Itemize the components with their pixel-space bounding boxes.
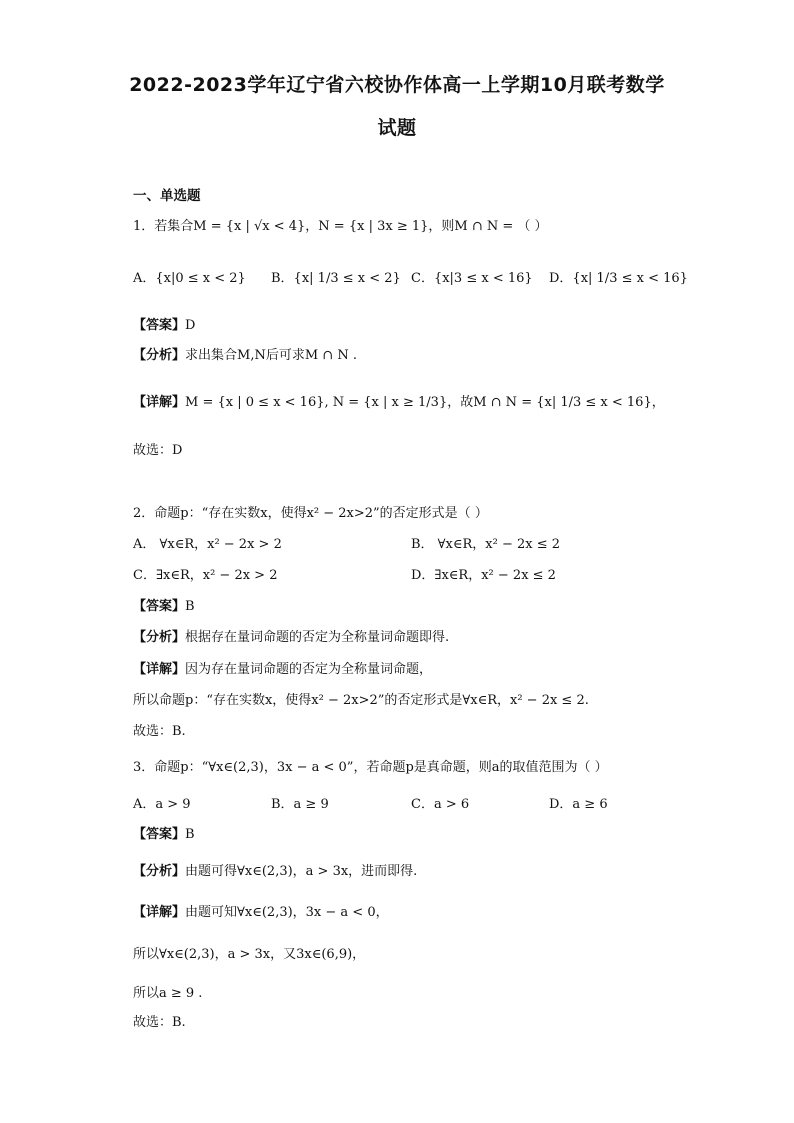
q2-answer: B [185,599,195,614]
q2-analysis-row [133,629,449,647]
q2-stem: 2．命题p：“存在实数x，使得x² − 2x>2”的否定形式是（ ） [133,506,488,521]
q1-analysis: 求出集合M,N后可求M ∩ N . [185,348,357,363]
q2-detail-line2: 所以命题p：“存在实数x，使得x² − 2x>2”的否定形式是∀x∈R，x² − 2x ≤ 2. [133,693,589,708]
q1-choose: 故选：D [133,443,183,458]
q1-answer: D [185,318,196,333]
q3-choose: 故选：B. [133,1015,186,1030]
q1-stem: 1．若集合M = {x | √x < 4}，N = {x | 3x ≥ 1}，则M ∩ N = （ ） [133,219,548,234]
detail-tag: 【 详解 】 [133,905,185,920]
q3-answer-row [133,826,195,844]
q2-analysis: 根据存在量词命题的否定为全称量词命题即得. [185,630,450,645]
answer-tag: 【 答案 】 [133,599,185,614]
q2-option-b: B． ∀x∈R，x² − 2x ≤ 2 [411,537,561,552]
q1-option-b: B．{x| 1/3 ≤ x < 2} [271,271,401,286]
detail-tag: 【 详解 】 [133,662,185,677]
analysis-tag: 【 分析 】 [133,630,185,645]
q3-option-a: A．a > 9 [133,797,191,812]
q2-option-d: D．∃x∈R，x² − 2x ≤ 2 [411,568,556,583]
document-title-line2: 试题 [377,117,417,139]
q1-detail-row [133,394,665,412]
q2-detail: 因为存在量词命题的否定为全称量词命题， [185,662,433,677]
q2-answer-row [133,598,195,616]
q3-detail: 由题可知∀x∈(2,3)，3x − a < 0， [185,905,389,920]
q3-detail-row [133,904,389,922]
q1-answer-row [133,317,195,335]
q1-option-c: C．{x|3 ≤ x < 16} [411,271,533,286]
q3-stem: 3．命题p：“∀x∈(2,3)，3x − a < 0”，若命题p是真命题，则a的取值范围为（ ） [133,760,608,775]
q3-option-d: D．a ≥ 6 [549,797,608,812]
answer-tag: 【 答案 】 [133,318,185,333]
answer-tag: 【 答案 】 [133,827,185,842]
q1-detail: M = {x | 0 ≤ x < 16}, N = {x | x ≥ 1/3}，故M ∩ N = {x| 1/3 ≤ x < 16}， [185,395,665,410]
q1-option-a: A．{x|0 ≤ x < 2} [133,271,246,286]
q1-analysis-row [133,347,357,365]
q3-detail-line3: 所以a ≥ 9 . [133,986,203,1001]
q3-answer: B [185,827,195,842]
q3-analysis-row [133,863,417,881]
analysis-tag: 【 分析 】 [133,348,185,363]
q3-option-b: B．a ≥ 9 [271,797,329,812]
document-title-line1: 2022-2023学年辽宁省六校协作体高一上学期10月联考数学 [129,74,665,96]
q2-choose: 故选：B. [133,724,186,739]
q2-option-a: A． ∀x∈R，x² − 2x > 2 [133,537,282,552]
section-heading-single-choice: 一、单选题 [133,188,201,204]
q2-detail-row [133,661,432,679]
q2-option-c: C．∃x∈R，x² − 2x > 2 [133,568,278,583]
q1-option-d: D．{x| 1/3 ≤ x < 16} [549,271,688,286]
q3-option-c: C．a > 6 [411,797,470,812]
analysis-tag: 【 分析 】 [133,864,185,879]
q3-detail-line2: 所以∀x∈(2,3)，a > 3x，又3x∈(6,9)， [133,947,366,962]
q3-analysis: 由题可得∀x∈(2,3)，a > 3x，进而即得. [185,864,418,879]
detail-tag: 【 详解 】 [133,395,185,410]
